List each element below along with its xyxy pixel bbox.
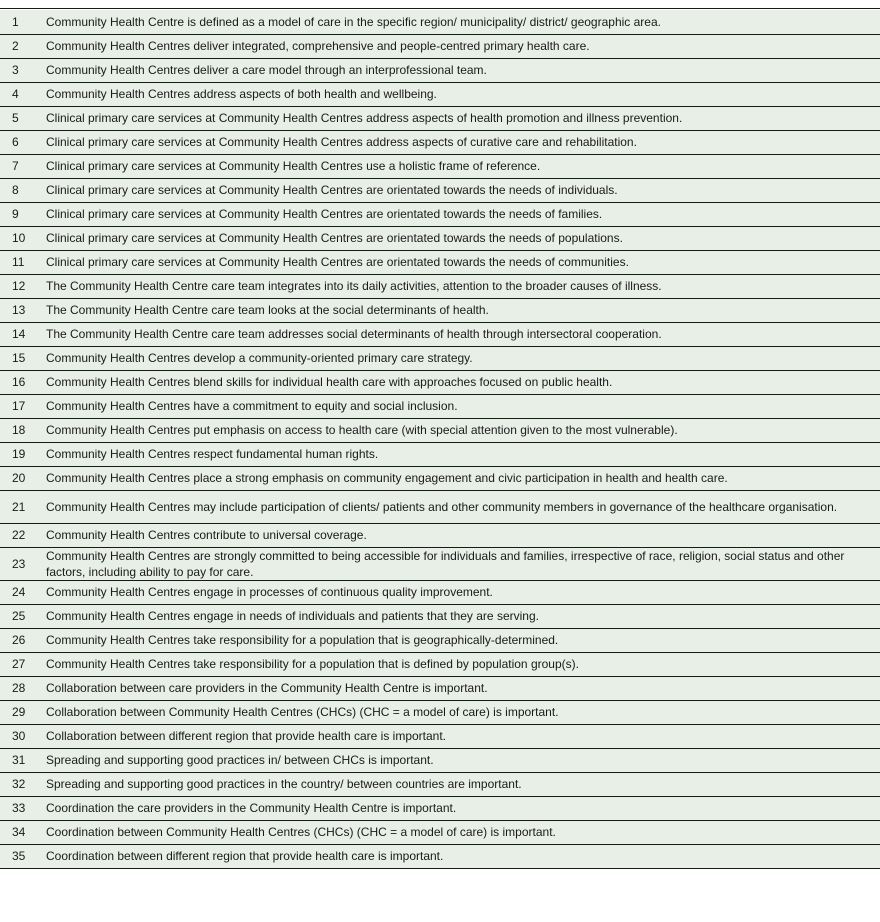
row-number: 25 bbox=[12, 609, 26, 623]
row-number: 2 bbox=[12, 39, 19, 53]
table-row bbox=[0, 772, 880, 796]
table-row bbox=[0, 274, 880, 298]
row-number: 3 bbox=[12, 63, 19, 77]
row-number: 9 bbox=[12, 207, 19, 221]
table-row bbox=[0, 106, 880, 130]
row-statement: Clinical primary care services at Community Health Centres are orientated towards the needs of individuals. bbox=[46, 183, 618, 197]
row-number: 1 bbox=[12, 14, 19, 29]
row-statement: Clinical primary care services at Community Health Centres address aspects of curative care and rehabilitation. bbox=[46, 135, 637, 149]
row-statement: Coordination between Community Health Centres (CHCs) (CHC = a model of care) is important. bbox=[46, 825, 556, 839]
row-statement: Community Health Centres deliver integrated, comprehensive and people-centred primary health care. bbox=[46, 39, 590, 53]
table-row bbox=[0, 652, 880, 676]
table-top-rule bbox=[0, 8, 880, 9]
table-row bbox=[0, 298, 880, 322]
row-number: 34 bbox=[12, 825, 26, 839]
row-number: 12 bbox=[12, 279, 26, 293]
row-statement: Community Health Centres are strongly committed to being accessible for individuals and families, irrespective of race, religion, social status and other factors, including ability to pay for care. bbox=[46, 548, 845, 579]
statements-table bbox=[0, 10, 880, 869]
row-number: 4 bbox=[12, 87, 19, 101]
table-row bbox=[0, 676, 880, 700]
row-statement: Community Health Centres place a strong emphasis on community engagement and civic participation in health and health care. bbox=[46, 471, 728, 485]
row-statement: Clinical primary care services at Community Health Centres are orientated towards the needs of populations. bbox=[46, 231, 623, 245]
row-statement: Community Health Centres respect fundamental human rights. bbox=[46, 447, 379, 461]
row-statement: The Community Health Centre care team integrates into its daily activities, attention to the broader causes of illness. bbox=[46, 279, 662, 293]
table-row bbox=[0, 580, 880, 604]
row-number: 33 bbox=[12, 801, 26, 815]
row-statement: Coordination between different region that provide health care is important. bbox=[46, 849, 444, 863]
row-statement: Collaboration between Community Health Centres (CHCs) (CHC = a model of care) is important. bbox=[46, 705, 559, 719]
row-number: 20 bbox=[12, 471, 26, 485]
row-number: 28 bbox=[12, 681, 26, 695]
table-row bbox=[0, 724, 880, 748]
table-row bbox=[0, 844, 880, 868]
table-row bbox=[0, 370, 880, 394]
row-number: 15 bbox=[12, 351, 26, 365]
table-row bbox=[0, 796, 880, 820]
row-statement: Community Health Centres take responsibility for a population that is geographically-determined. bbox=[46, 633, 559, 647]
row-statement: Collaboration between care providers in the Community Health Centre is important. bbox=[46, 681, 488, 695]
table-row bbox=[0, 130, 880, 154]
row-statement: Clinical primary care services at Community Health Centres are orientated towards the needs of families. bbox=[46, 207, 603, 221]
row-number: 24 bbox=[12, 585, 26, 599]
row-statement: The Community Health Centre care team looks at the social determinants of health. bbox=[46, 303, 489, 317]
row-number: 22 bbox=[12, 528, 26, 542]
row-number: 7 bbox=[12, 159, 19, 173]
table-row bbox=[0, 394, 880, 418]
row-number: 13 bbox=[12, 303, 26, 317]
row-statement: Spreading and supporting good practices in the country/ between countries are important. bbox=[46, 777, 522, 791]
table-row bbox=[0, 154, 880, 178]
table-row bbox=[0, 490, 880, 523]
row-statement: Community Health Centres may include participation of clients/ patients and other community members in governance of the healthcare organisation. bbox=[46, 499, 838, 514]
row-statement: Community Health Centres put emphasis on access to health care (with special attention given to the most vulnerable). bbox=[46, 423, 678, 437]
table-row bbox=[0, 547, 880, 580]
row-number: 8 bbox=[12, 183, 19, 197]
row-number: 16 bbox=[12, 375, 26, 389]
row-number: 31 bbox=[12, 753, 26, 767]
row-statement: Community Health Centres contribute to universal coverage. bbox=[46, 528, 367, 542]
table-row bbox=[0, 178, 880, 202]
table-row bbox=[0, 58, 880, 82]
row-number: 17 bbox=[12, 399, 26, 413]
table-row bbox=[0, 820, 880, 844]
row-statement: Community Health Centres address aspects of both health and wellbeing. bbox=[46, 87, 437, 101]
row-number: 11 bbox=[12, 255, 25, 269]
table-row bbox=[0, 604, 880, 628]
row-statement: Spreading and supporting good practices in/ between CHCs is important. bbox=[46, 753, 434, 767]
table-row bbox=[0, 346, 880, 370]
table-row bbox=[0, 10, 880, 34]
row-number: 6 bbox=[12, 135, 19, 149]
row-statement: Community Health Centres deliver a care model through an interprofessional team. bbox=[46, 63, 487, 77]
table-row bbox=[0, 748, 880, 772]
table-row bbox=[0, 202, 880, 226]
table-row bbox=[0, 523, 880, 547]
table-row bbox=[0, 34, 880, 58]
row-number: 29 bbox=[12, 705, 26, 719]
table-row bbox=[0, 442, 880, 466]
row-statement: Community Health Centres engage in needs of individuals and patients that they are serving. bbox=[46, 609, 539, 623]
row-statement: Collaboration between different region that provide health care is important. bbox=[46, 729, 447, 743]
row-number: 14 bbox=[12, 327, 26, 341]
table-row bbox=[0, 700, 880, 724]
row-number: 5 bbox=[12, 111, 19, 125]
table-row bbox=[0, 82, 880, 106]
table-row bbox=[0, 226, 880, 250]
row-statement: Clinical primary care services at Community Health Centres are orientated towards the needs of communities. bbox=[46, 255, 629, 269]
row-number: 32 bbox=[12, 777, 26, 791]
row-statement: Community Health Centres engage in processes of continuous quality improvement. bbox=[46, 585, 493, 599]
table-row bbox=[0, 418, 880, 442]
table-row bbox=[0, 628, 880, 652]
row-number: 19 bbox=[12, 447, 26, 461]
table-row bbox=[0, 250, 880, 274]
row-number: 23 bbox=[12, 556, 26, 571]
row-statement: The Community Health Centre care team addresses social determinants of health through intersectoral cooperation. bbox=[46, 327, 662, 341]
table-row bbox=[0, 322, 880, 346]
row-statement: Coordination the care providers in the Community Health Centre is important. bbox=[46, 801, 457, 815]
row-statement: Community Health Centres blend skills for individual health care with approaches focused on public health. bbox=[46, 375, 613, 389]
row-statement: Clinical primary care services at Community Health Centres use a holistic frame of reference. bbox=[46, 159, 541, 173]
row-number: 26 bbox=[12, 633, 26, 647]
row-number: 30 bbox=[12, 729, 26, 743]
row-number: 27 bbox=[12, 657, 26, 671]
row-number: 18 bbox=[12, 423, 26, 437]
row-statement: Community Health Centres have a commitment to equity and social inclusion. bbox=[46, 399, 458, 413]
row-statement: Clinical primary care services at Community Health Centres address aspects of health promotion and illness prevention. bbox=[46, 111, 683, 125]
row-number: 21 bbox=[12, 499, 26, 514]
row-number: 10 bbox=[12, 231, 26, 245]
row-statement: Community Health Centre is defined as a model of care in the specific region/ municipality/ district/ geographic area. bbox=[46, 14, 661, 29]
row-statement: Community Health Centres develop a community-oriented primary care strategy. bbox=[46, 351, 473, 365]
table-row bbox=[0, 466, 880, 490]
row-statement: Community Health Centres take responsibility for a population that is defined by population group(s). bbox=[46, 657, 579, 671]
row-number: 35 bbox=[12, 849, 26, 863]
